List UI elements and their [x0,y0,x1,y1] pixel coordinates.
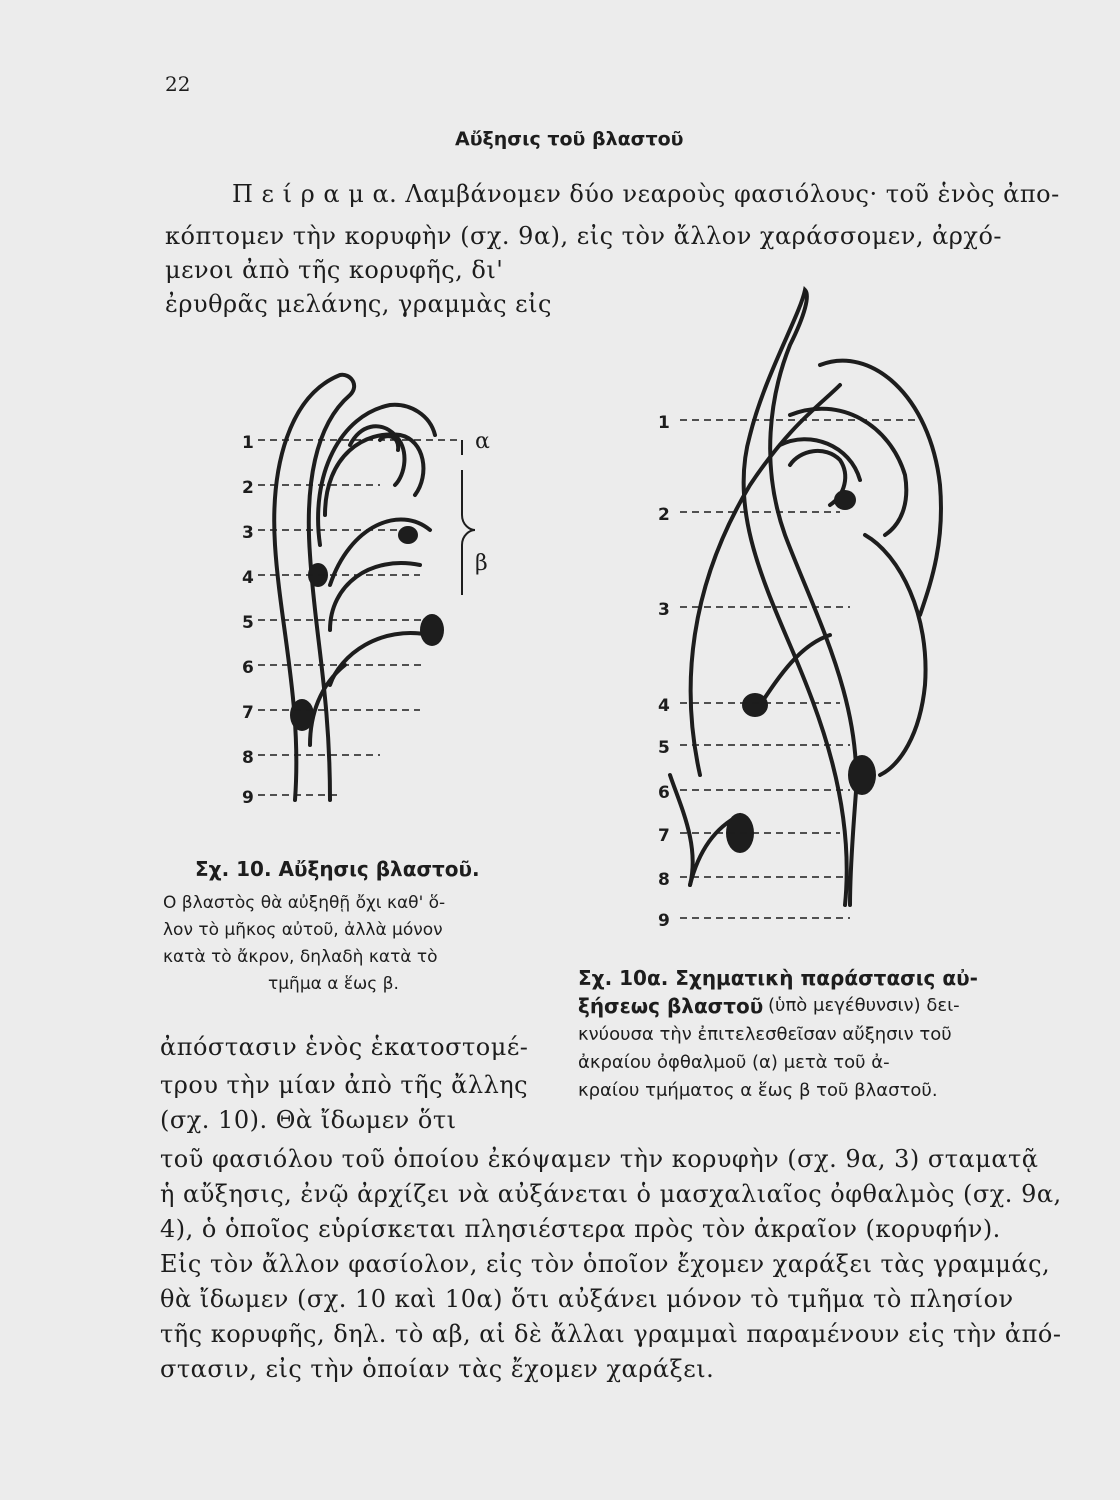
final-line-1: τοῦ φασιόλου τοῦ ὁποίου ἐκόψαμεν τὴν κορυφὴν (σχ. 9α, 3) σταματᾷ [160,1145,1039,1173]
fig10a-marker-2: 2 [658,505,670,525]
fig10-marker-1: 1 [242,433,254,453]
intro-line-3: μενοι ἀπὸ τῆς κορυφῆς, δι' [165,256,504,284]
fig10a-caption-title-2: ξήσεως βλαστοῦ [578,994,764,1018]
middle-line-3: (σχ. 10). Θὰ ἴδωμεν ὅτι [160,1106,457,1134]
fig10-caption-title: Σχ. 10. Αὔξησις βλαστοῦ. [195,857,480,881]
fig10-caption-line-1: Ο βλαστὸς θὰ αὐξηθῇ ὄχι καθ' ὅ- [163,893,446,913]
final-line-2: ἡ αὔξησις, ἐνῷ ἀρχίζει νὰ αὐξάνεται ὁ μασχαλιαῖος ὀφθαλμὸς (σχ. 9α, [160,1180,1062,1208]
page-number: 22 [165,72,191,96]
fig10-caption-line-4: τμῆμα α ἕως β. [268,974,399,994]
intro-line-1: Π ε ί ρ α μ α. Λαμβάνομεν δύο νεαροὺς φασιόλους· τοῦ ἑνὸς ἀπο- [232,180,1060,208]
fig10-marker-8: 8 [242,748,254,768]
fig10-marker-5: 5 [242,613,254,633]
fig10-label-alpha: α [475,429,490,454]
fig10a-marker-5: 5 [658,738,670,758]
final-line-3: 4), ὁ ὁποῖος εὑρίσκεται πλησιέστερα πρὸς τὸν ἀκραῖον (κορυφήν). [160,1215,1001,1243]
fig10a-caption-line-4: κραίου τμήματος α ἕως β τοῦ βλαστοῦ. [578,1080,938,1101]
fig10a-marker-4: 4 [658,696,670,716]
running-head: Αὔξησις τοῦ βλαστοῦ [455,128,684,150]
fig10a-marker-1: 1 [658,413,670,433]
fig10-label-beta: β [475,551,488,576]
final-line-4: Εἰς τὸν ἄλλον φασίολον, εἰς τὸν ὁποῖον ἔχομεν χαράξει τὰς γραμμάς, [160,1250,1051,1278]
fig10-marker-4: 4 [242,568,254,588]
fig10a-caption-title: Σχ. 10α. Σχηματικὴ παράστασις αὐ- [578,966,978,990]
fig10-caption-line-3: κατὰ τὸ ἄκρον, δηλαδὴ κατὰ τὸ [163,947,438,967]
fig10-marker-6: 6 [242,658,254,678]
fig10a-caption-line-1: (ὑπὸ μεγέθυνσιν) δει- [768,995,960,1016]
intro-line-4: ἐρυθρᾶς μελάνης, γραμμὰς εἰς [165,290,552,318]
fig10a-marker-8: 8 [658,870,670,890]
fig10a-marker-6: 6 [658,783,670,803]
final-line-7: στασιν, εἰς τὴν ὁποίαν τὰς ἔχομεν χαράξει. [160,1355,715,1383]
middle-line-2: τρου τὴν μίαν ἀπὸ τῆς ἄλλης [160,1071,529,1099]
middle-line-1: ἀπόστασιν ἑνὸς ἑκατοστομέ- [160,1033,529,1061]
fig10-marker-7: 7 [242,703,254,723]
fig10-marker-2: 2 [242,478,254,498]
fig10a-caption-line-2: κνύουσα τὴν ἐπιτελεσθεῖσαν αὔξησιν τοῦ [578,1024,952,1045]
fig10a-marker-9: 9 [658,911,670,931]
fig10-marker-3: 3 [242,523,254,543]
fig10a-marker-3: 3 [658,600,670,620]
fig10a-caption-line-3: ἀκραίου ὀφθαλμοῦ (α) μετὰ τοῦ ἀ- [578,1052,890,1073]
fig10a-marker-7: 7 [658,826,670,846]
fig10-caption-line-2: λον τὸ μῆκος αὐτοῦ, ἀλλὰ μόνον [163,920,443,940]
final-line-6: τῆς κορυφῆς, δηλ. τὸ αβ, αἱ δὲ ἄλλαι γραμμαὶ παραμένουν εἰς τὴν ἀπό- [160,1320,1062,1348]
fig10-marker-9: 9 [242,788,254,808]
intro-line-2: κόπτομεν τὴν κορυφὴν (σχ. 9α), εἰς τὸν ἄλλον χαράσσομεν, ἀρχό- [165,222,1003,250]
figure-10a-drawing [640,285,970,935]
figure-10-drawing [230,355,530,825]
final-line-5: θὰ ἴδωμεν (σχ. 10 καὶ 10α) ὅτι αὐξάνει μόνον τὸ τμῆμα τὸ πλησίον [160,1285,1014,1313]
